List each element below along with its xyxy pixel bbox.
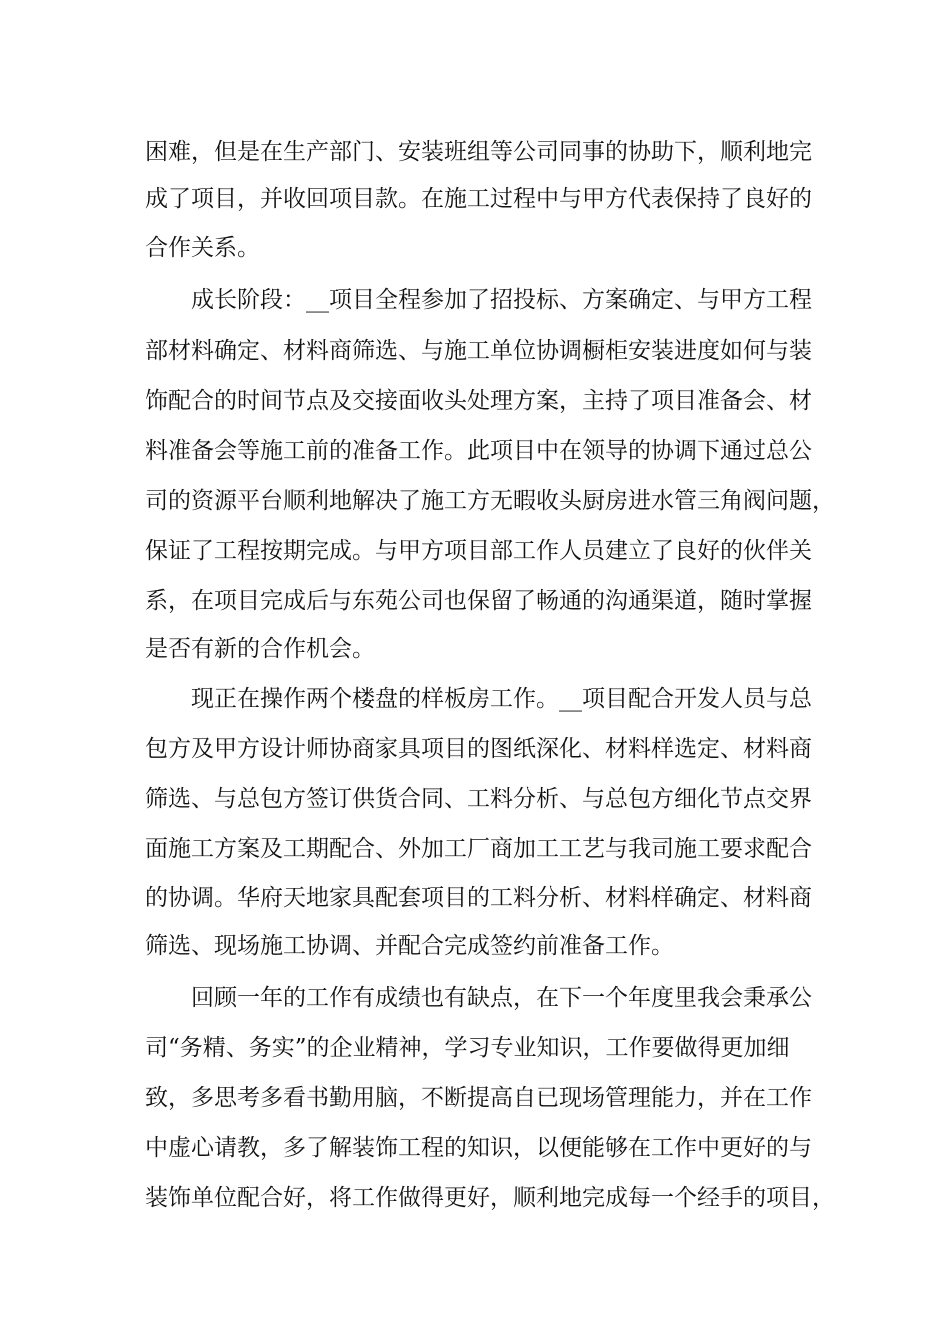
text-line: 饰配合的时间节点及交接面收头处理方案，主持了项目准备会、材	[145, 388, 812, 414]
text-line: 成了项目，并收回项目款。在施工过程中与甲方代表保持了良好的	[145, 186, 812, 212]
text-line: 中虚心请教，多了解装饰工程的知识，以便能够在工作中更好的与	[145, 1135, 812, 1161]
text-line: 筛选、与总包方签订供货合同、工料分析、与总包方细化节点交界	[145, 786, 812, 812]
text-line: 筛选、现场施工协调、并配合完成签约前准备工作。	[145, 933, 674, 959]
text-line: 司的资源平台顺利地解决了施工方无暇收头厨房进水管三角阀问题，	[145, 488, 835, 514]
text-line: 是否有新的合作机会。	[145, 636, 375, 662]
text-line: 面施工方案及工期配合、外加工厂商加工工艺与我司施工要求配合	[145, 836, 812, 862]
paragraph-start-line: 回顾一年的工作有成绩也有缺点，在下一个年度里我会秉承公	[191, 985, 812, 1011]
text-line: 致，多思考多看书勤用脑，不断提高自已现场管理能力，并在工作	[145, 1085, 812, 1111]
text-line: 合作关系。	[145, 235, 260, 261]
paragraph-start-line: 现正在操作两个楼盘的样板房工作。__项目配合开发人员与总	[191, 686, 812, 712]
text-line: 司“务精、务实”的企业精神，学习专业知识，工作要做得更加细	[145, 1035, 790, 1061]
text-line: 的协调。华府天地家具配套项目的工料分析、材料样确定、材料商	[145, 885, 812, 911]
text-line: 装饰单位配合好，将工作做得更好，顺利地完成每一个经手的项目，	[145, 1185, 835, 1211]
text-line: 包方及甲方设计师协商家具项目的图纸深化、材料样选定、材料商	[145, 736, 812, 762]
text-line: 系，在项目完成后与东苑公司也保留了畅通的沟通渠道，随时掌握	[145, 588, 812, 614]
paragraph-start-line: 成长阶段：__项目全程参加了招投标、方案确定、与甲方工程	[191, 287, 812, 313]
text-line: 料准备会等施工前的准备工作。此项目中在领导的协调下通过总公	[145, 438, 812, 464]
text-line: 保证了工程按期完成。与甲方项目部工作人员建立了良好的伙伴关	[145, 538, 812, 564]
text-line: 部材料确定、材料商筛选、与施工单位协调橱柜安装进度如何与装	[145, 338, 812, 364]
text-line: 困难，但是在生产部门、安装班组等公司同事的协助下，顺利地完	[145, 139, 812, 165]
